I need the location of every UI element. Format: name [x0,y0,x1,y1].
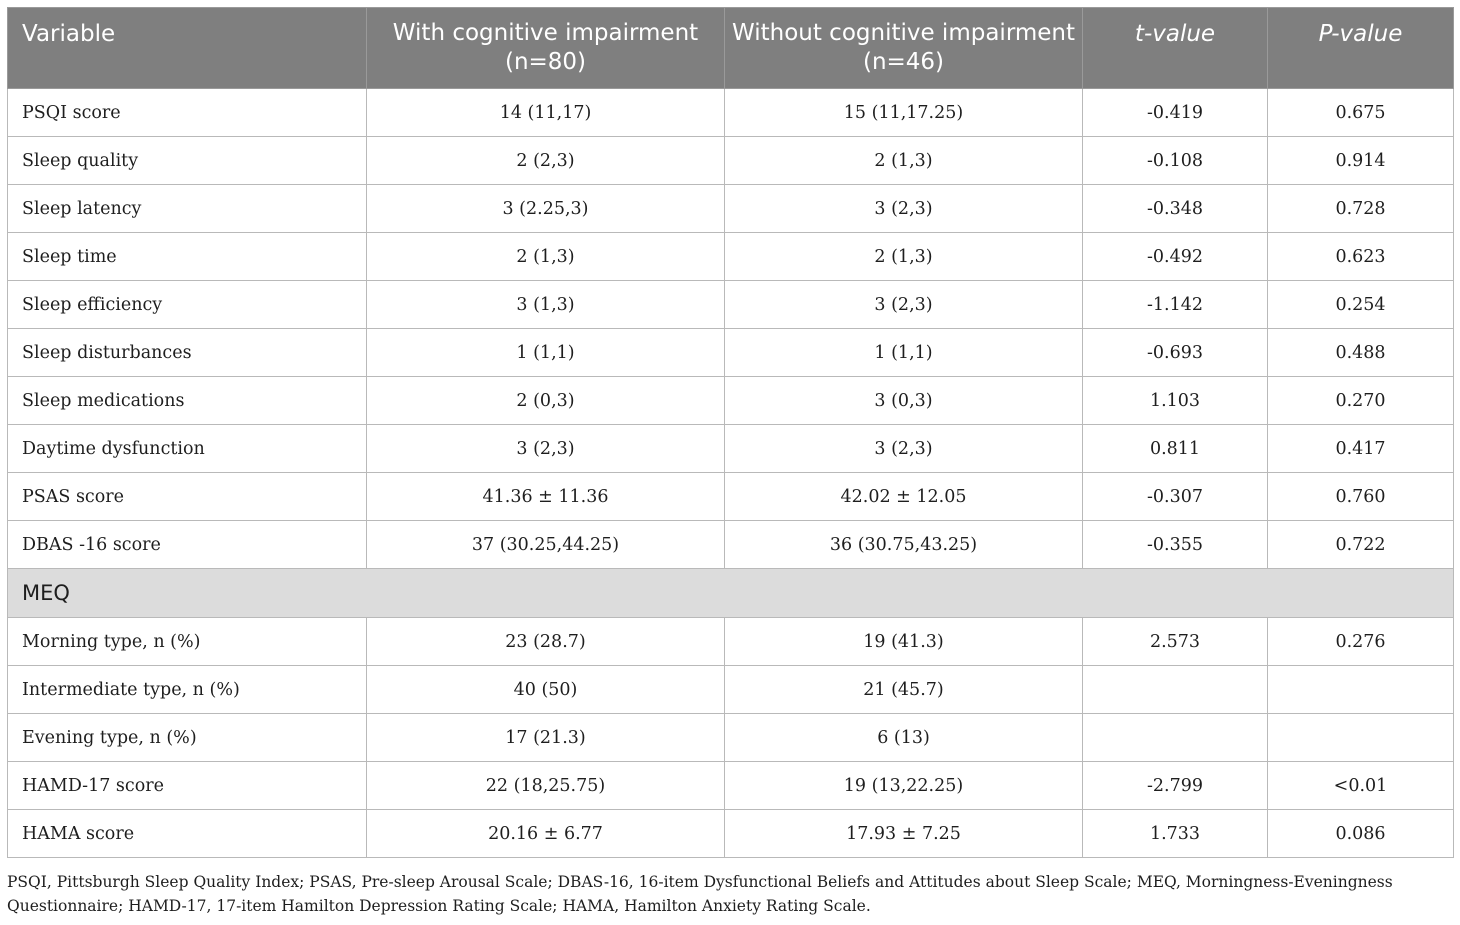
cell-with-impairment: 2 (2,3) [367,137,725,185]
cell-variable: Sleep efficiency [8,281,367,329]
table-row [8,329,1454,377]
table-row [8,89,1454,137]
cell-variable: HAMA score [8,810,367,858]
cell-t-value: -0.419 [1083,89,1268,137]
table-row [8,762,1454,810]
cell-p-value: 0.086 [1268,810,1454,858]
cell-without-impairment: 19 (41.3) [725,618,1083,666]
table-row [8,714,1454,762]
cell-p-value: 0.675 [1268,89,1454,137]
cell-variable: Morning type, n (%) [8,618,367,666]
cell-without-impairment: 21 (45.7) [725,666,1083,714]
cell-t-value: -0.492 [1083,233,1268,281]
cell-t-value: -0.307 [1083,473,1268,521]
cell-with-impairment: 3 (2.25,3) [367,185,725,233]
cell-with-impairment: 17 (21.3) [367,714,725,762]
cell-p-value: <0.01 [1268,762,1454,810]
cell-without-impairment: 1 (1,1) [725,329,1083,377]
cell-t-value: 1.103 [1083,377,1268,425]
cell-t-value: 0.811 [1083,425,1268,473]
section-row-meq [8,569,1454,618]
cell-p-value [1268,666,1454,714]
cell-variable: Sleep disturbances [8,329,367,377]
cell-t-value: -0.355 [1083,521,1268,569]
table-row [8,666,1454,714]
results-table [7,7,1454,858]
cell-without-impairment: 2 (1,3) [725,137,1083,185]
cell-with-impairment: 2 (1,3) [367,233,725,281]
cell-p-value: 0.276 [1268,618,1454,666]
cell-p-value: 0.623 [1268,233,1454,281]
cell-without-impairment: 19 (13,22.25) [725,762,1083,810]
section-label: MEQ [8,569,1454,618]
cell-p-value: 0.914 [1268,137,1454,185]
cell-without-impairment: 3 (2,3) [725,425,1083,473]
cell-without-impairment: 2 (1,3) [725,233,1083,281]
cell-variable: Intermediate type, n (%) [8,666,367,714]
header-p-value: P-value [1268,8,1454,89]
table-row [8,377,1454,425]
header-with-impairment: With cognitive impairment (n=80) [367,8,725,89]
results-table-container [7,7,1453,858]
cell-p-value: 0.488 [1268,329,1454,377]
cell-without-impairment: 3 (2,3) [725,281,1083,329]
cell-p-value: 0.417 [1268,425,1454,473]
cell-without-impairment: 3 (2,3) [725,185,1083,233]
cell-with-impairment: 40 (50) [367,666,725,714]
cell-p-value: 0.722 [1268,521,1454,569]
cell-t-value [1083,666,1268,714]
cell-variable: Daytime dysfunction [8,425,367,473]
cell-with-impairment: 14 (11,17) [367,89,725,137]
header-variable: Variable [8,8,367,89]
cell-with-impairment: 1 (1,1) [367,329,725,377]
cell-t-value: 2.573 [1083,618,1268,666]
cell-variable: Sleep quality [8,137,367,185]
table-row [8,185,1454,233]
cell-t-value: -0.108 [1083,137,1268,185]
table-row [8,233,1454,281]
cell-variable: Evening type, n (%) [8,714,367,762]
header-t-value: t-value [1083,8,1268,89]
table-row [8,425,1454,473]
cell-variable: DBAS -16 score [8,521,367,569]
cell-p-value [1268,714,1454,762]
cell-without-impairment: 17.93 ± 7.25 [725,810,1083,858]
cell-variable: Sleep time [8,233,367,281]
cell-p-value: 0.760 [1268,473,1454,521]
cell-with-impairment: 41.36 ± 11.36 [367,473,725,521]
cell-with-impairment: 22 (18,25.75) [367,762,725,810]
cell-t-value [1083,714,1268,762]
header-without-impairment: Without cognitive impairment (n=46) [725,8,1083,89]
cell-without-impairment: 3 (0,3) [725,377,1083,425]
cell-without-impairment: 36 (30.75,43.25) [725,521,1083,569]
cell-variable: HAMD-17 score [8,762,367,810]
table-row [8,473,1454,521]
cell-with-impairment: 3 (2,3) [367,425,725,473]
table-row [8,521,1454,569]
table-row [8,137,1454,185]
cell-p-value: 0.728 [1268,185,1454,233]
cell-variable: Sleep medications [8,377,367,425]
cell-t-value: -0.348 [1083,185,1268,233]
table-footnote: PSQI, Pittsburgh Sleep Quality Index; PSAS, Pre-sleep Arousal Scale; DBAS-16, 16-item Dysfunctional Beliefs and Attitudes about Sleep Scale; MEQ, Morningness-Eveningness Questionnaire; HAMD-17, 17-item Hamilton Depression Rating Scale; HAMA, Hamilton Anxiety Rating Scale. [7,873,1393,915]
cell-t-value: -0.693 [1083,329,1268,377]
cell-t-value: 1.733 [1083,810,1268,858]
cell-with-impairment: 37 (30.25,44.25) [367,521,725,569]
cell-p-value: 0.254 [1268,281,1454,329]
cell-with-impairment: 3 (1,3) [367,281,725,329]
cell-without-impairment: 6 (13) [725,714,1083,762]
table-row [8,281,1454,329]
cell-variable: Sleep latency [8,185,367,233]
cell-t-value: -2.799 [1083,762,1268,810]
cell-variable: PSAS score [8,473,367,521]
cell-without-impairment: 42.02 ± 12.05 [725,473,1083,521]
header-row [8,8,1454,89]
cell-with-impairment: 20.16 ± 6.77 [367,810,725,858]
table-row [8,618,1454,666]
cell-without-impairment: 15 (11,17.25) [725,89,1083,137]
table-row [8,810,1454,858]
cell-with-impairment: 2 (0,3) [367,377,725,425]
cell-variable: PSQI score [8,89,367,137]
cell-with-impairment: 23 (28.7) [367,618,725,666]
cell-t-value: -1.142 [1083,281,1268,329]
cell-p-value: 0.270 [1268,377,1454,425]
